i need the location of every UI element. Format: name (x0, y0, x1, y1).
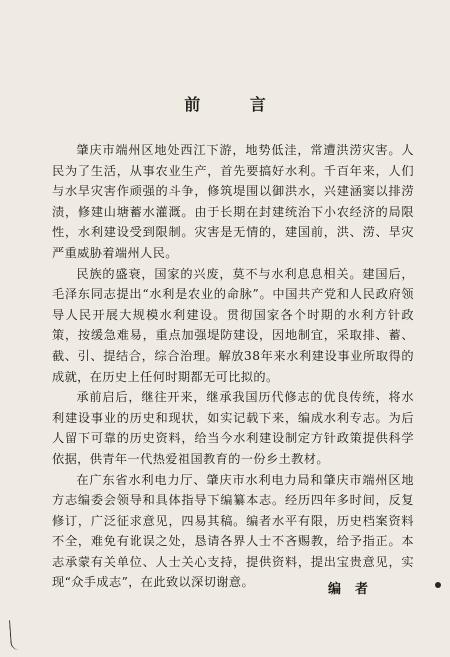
ink-dot (435, 582, 441, 588)
paragraph-4: 在广东省水利电力厅、肇庆市水利电力局和肇庆市端州区地方志编委会领导和具体指导下编纂本志。经历四年多时间，反复修订，广泛征求意见，四易其稿。编者水平有限，历史档案资料不全，难免有讹误之处，恳请各界人士不吝赐教，给予指正。本志承蒙有关单位、人士关心支持，提供资料，提出宝贵意见，实现“众手成志”，在此致以深切谢意。 (52, 472, 414, 590)
paragraph-3: 承前启后，继往开来，继承我国历代修志的优良传统，将水利建设事业的历史和现状，如实记载下来，编成水利专志。为后人留下可靠的历史资料，给当今水利建设制定方针政策提供科学依据，供青年一代热爱祖国教育的一份乡土教材。 (52, 390, 414, 466)
signature: 编者 (328, 582, 383, 597)
page-title: 前 言 (184, 95, 288, 114)
paragraph-1: 肇庆市端州区地处西江下游，地势低洼，常遭洪涝灾害。人民为了生活，从事农业生产，首先要搞好水利。千百年来，人们与水旱灾害作顽强的斗争，修筑堤围以御洪水，兴建涵窦以排涝渍，修建山塘蓄水灌溉。由于长期在封建统治下小农经济的局限性，水利建设受到限制。灾害是无情的，建国前，洪、涝、旱灾严重威胁着端州人民。 (52, 143, 414, 260)
pen-mark (9, 620, 22, 651)
paragraph-2: 民族的盛衰，国家的兴废，莫不与水利息息相关。建国后，毛泽东同志提出“水利是农业的命脉”。中国共产党和人民政府领导人民开展大规模水利建设。贯彻国家各个时期的水利方针政策，按缓急难易，重点加强堤防建设，因地制宜，采取排、蓄、截、引、提结合，综合治理。解放38年来水利建设事业所取得的成就，在历史上任何时期都无可比拟的。 (52, 266, 414, 384)
body-text (52, 140, 414, 593)
